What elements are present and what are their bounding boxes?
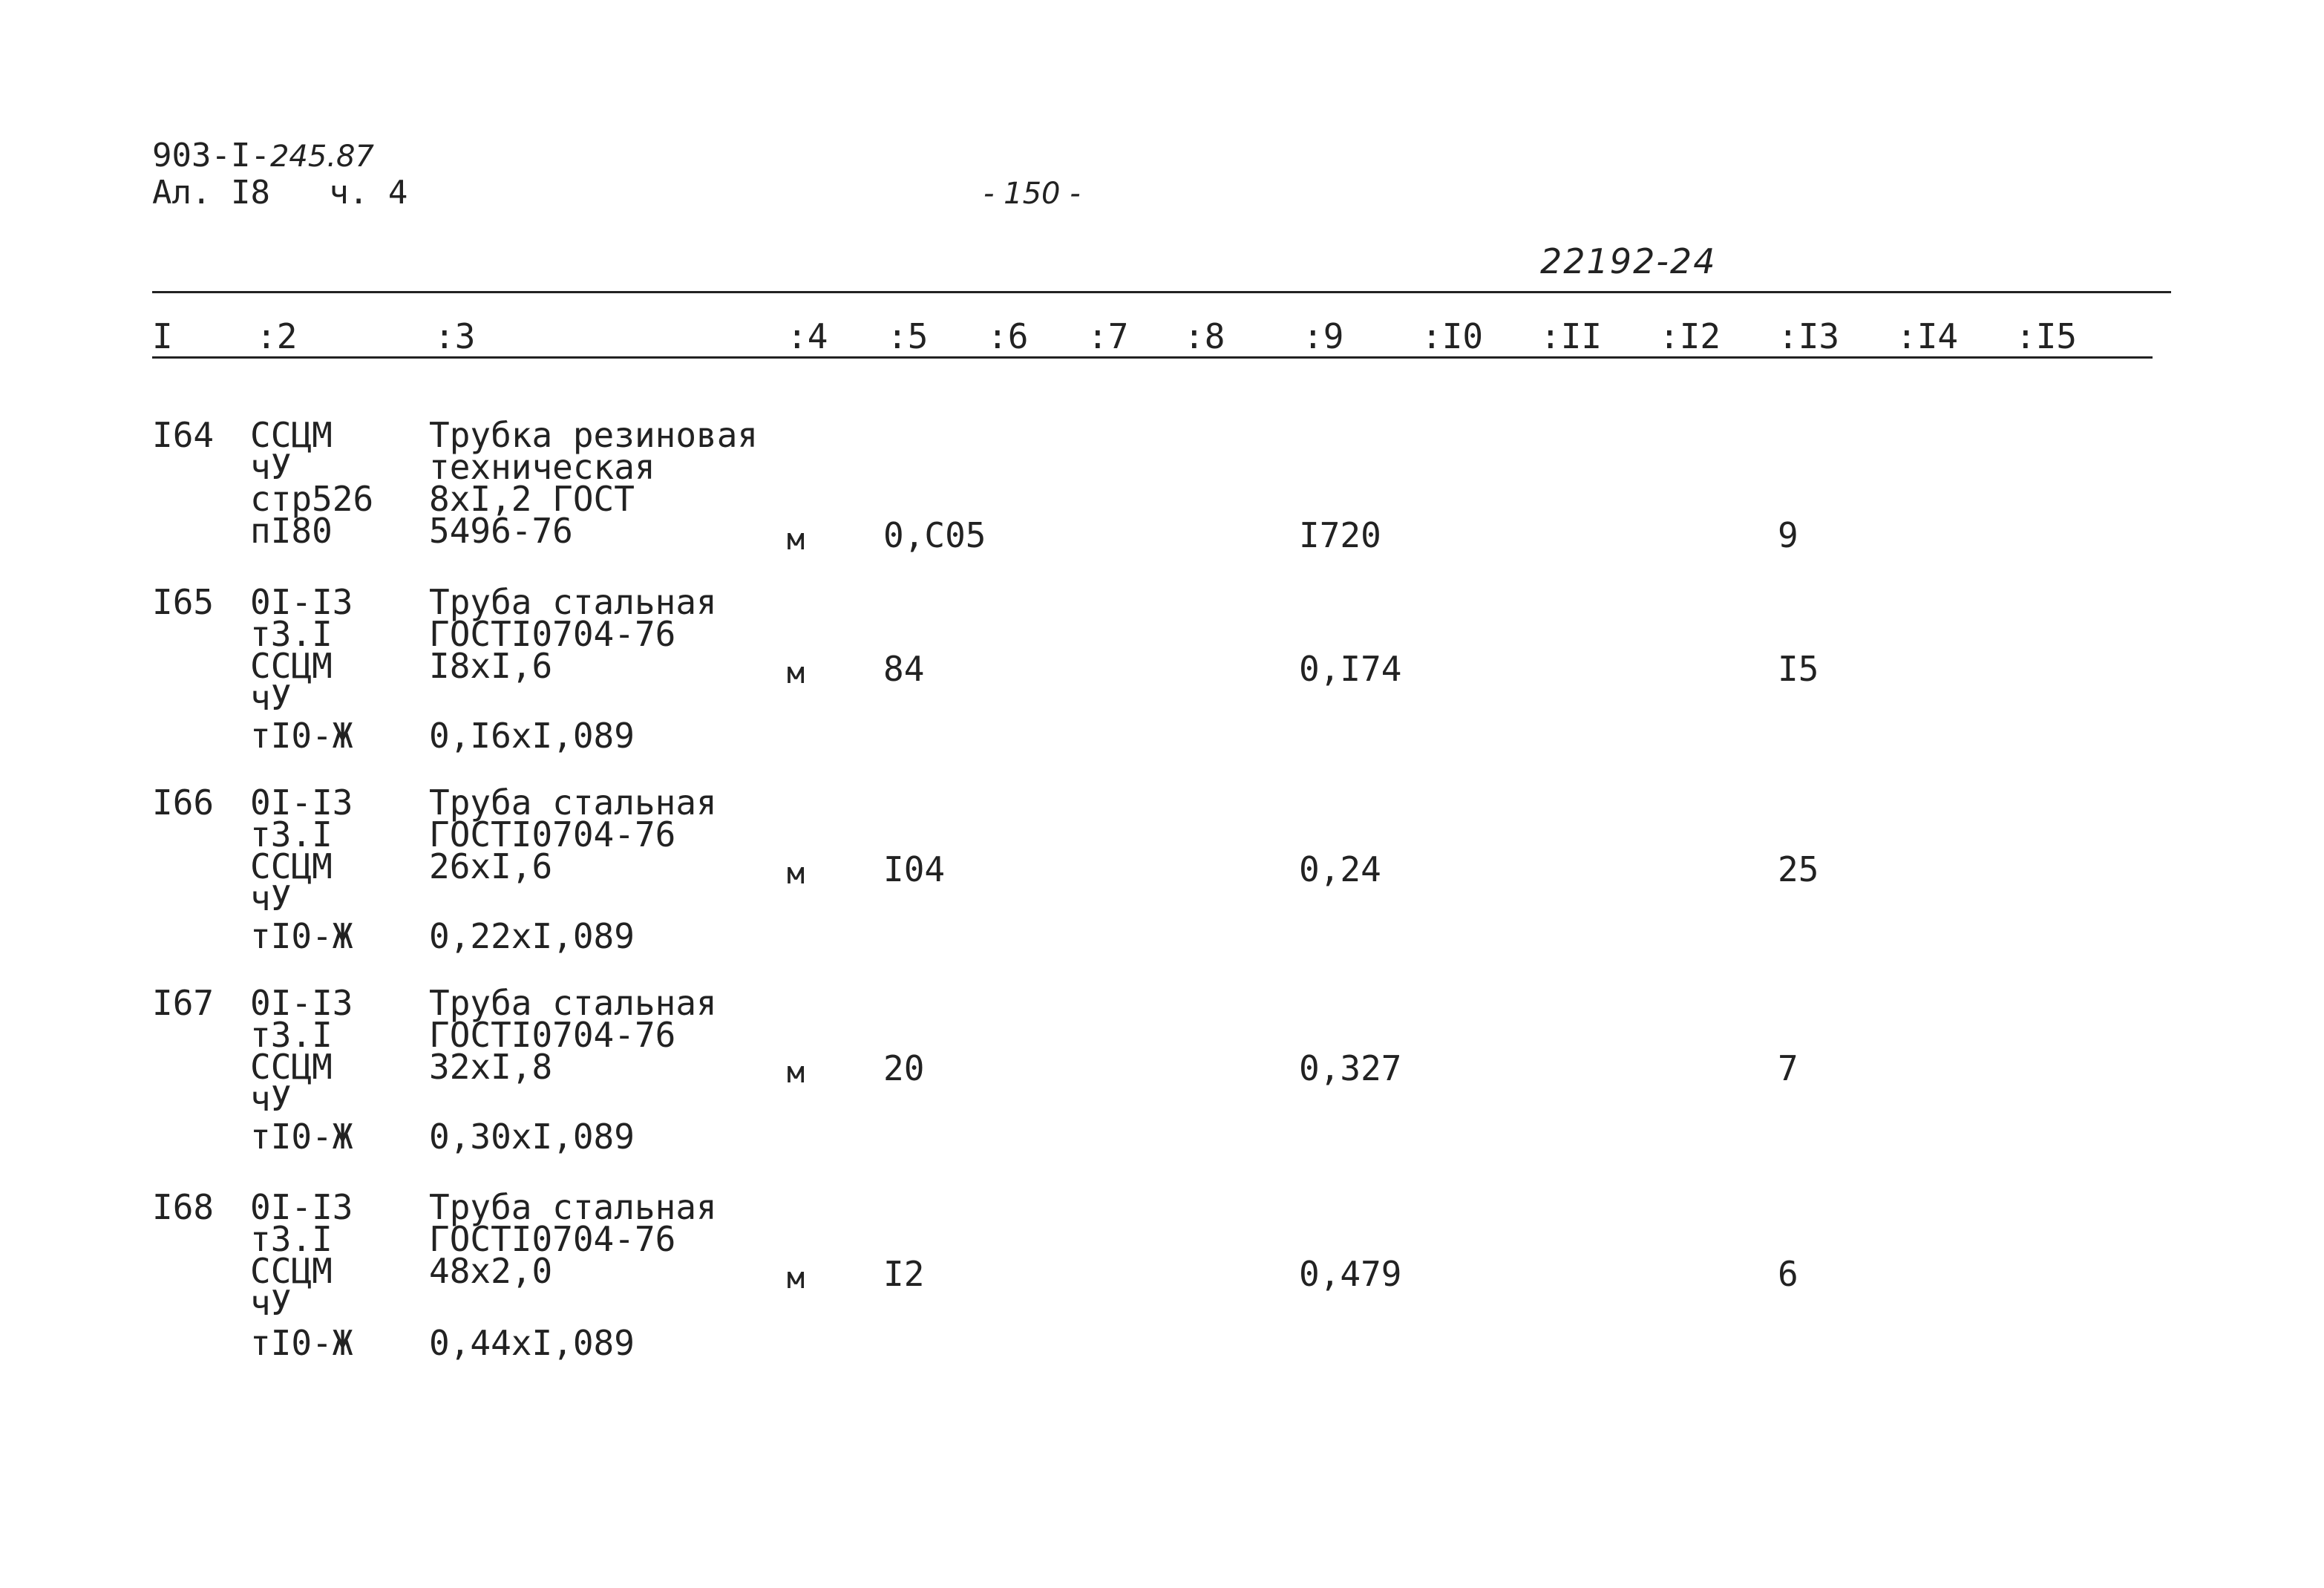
row-col9-value: 0,479	[1299, 1254, 1402, 1294]
column-header: :I2	[1659, 316, 1721, 356]
row-subname: 0,30хI,089	[429, 1117, 635, 1157]
row-code-line: т3.I	[250, 1219, 333, 1259]
row-col5-value: 20	[883, 1048, 925, 1088]
document-code-prefix: 903-I-	[152, 137, 270, 174]
row-name-line: ГОСТI0704-76	[429, 814, 676, 855]
row-code-line: 0I-I3	[250, 983, 353, 1023]
row-unit: м	[787, 1056, 805, 1090]
column-header: :I4	[1896, 316, 1959, 356]
row-code-line: чУ	[250, 1283, 292, 1323]
row-col9-value: I720	[1299, 515, 1381, 555]
album-line: Ал. I8 ч. 4	[152, 174, 408, 212]
row-code-line: ССЦМ	[250, 646, 333, 686]
row-col13-value: I5	[1778, 649, 1819, 689]
row-code-line: 0I-I3	[250, 782, 353, 823]
row-name-line: I8хI,6	[429, 646, 553, 686]
page-number: - 150 -	[983, 177, 1081, 211]
row-subcode: тI0-Ж	[250, 916, 353, 956]
row-col5-value: I2	[883, 1254, 925, 1294]
row-col13-value: 25	[1778, 849, 1819, 889]
stamp-number: 22192-24	[1540, 241, 1717, 281]
row-code-line: ССЦМ	[250, 415, 333, 455]
row-name-line: ГОСТI0704-76	[429, 1015, 676, 1055]
row-subcode: тI0-Ж	[250, 1117, 353, 1157]
row-col9-value: 0,327	[1299, 1048, 1402, 1088]
row-code-line: ССЦМ	[250, 846, 333, 886]
column-header: :5	[887, 316, 929, 356]
row-name-line: 26хI,6	[429, 846, 553, 886]
row-name-line: Труба стальная	[429, 782, 717, 823]
document-code	[152, 137, 374, 174]
row-col9-value: 0,24	[1299, 849, 1381, 889]
row-unit: м	[787, 523, 805, 557]
row-subcode: тI0-Ж	[250, 716, 353, 756]
row-code-line: пI80	[250, 511, 333, 551]
column-header: :6	[987, 316, 1029, 356]
column-header: :I3	[1778, 316, 1840, 356]
row-name-line: 8хI,2 ГОСТ	[429, 479, 635, 519]
row-col9-value: 0,I74	[1299, 649, 1402, 689]
row-code-line: ССЦМ	[250, 1047, 333, 1087]
column-header: :9	[1303, 316, 1344, 356]
row-name-line: 48х2,0	[429, 1251, 553, 1291]
row-code-line: ССЦМ	[250, 1251, 333, 1291]
row-subname: 0,I6хI,089	[429, 716, 635, 756]
column-header: :II	[1540, 316, 1603, 356]
row-code-line: т3.I	[250, 1015, 333, 1055]
row-code-line: чУ	[250, 447, 292, 487]
row-code-line: чУ	[250, 678, 292, 718]
row-name-line: 32хI,8	[429, 1047, 553, 1087]
column-header: :I0	[1421, 316, 1484, 356]
column-header: :7	[1087, 316, 1129, 356]
row-number: I65	[152, 582, 215, 622]
header-rule	[152, 356, 2153, 359]
row-code-line: т3.I	[250, 814, 333, 855]
column-header: I	[152, 316, 173, 356]
top-rule	[152, 291, 2171, 293]
row-number: I68	[152, 1187, 215, 1227]
row-col13-value: 6	[1778, 1254, 1798, 1294]
row-unit: м	[787, 857, 805, 891]
row-code-line: чУ	[250, 1079, 292, 1119]
column-header: :4	[787, 316, 828, 356]
row-name-line: 5496-76	[429, 511, 573, 551]
column-header: :3	[434, 316, 476, 356]
row-subname: 0,44хI,089	[429, 1323, 635, 1363]
row-col5-value: 0,С05	[883, 515, 986, 555]
row-code-line: т3.I	[250, 614, 333, 654]
row-name-line: техническая	[429, 447, 655, 487]
row-name-line: Труба стальная	[429, 983, 717, 1023]
row-code-line: стр526	[250, 479, 374, 519]
row-name-line: Труба стальная	[429, 1187, 717, 1227]
row-subcode: тI0-Ж	[250, 1323, 353, 1363]
row-name-line: ГОСТI0704-76	[429, 1219, 676, 1259]
column-header: :8	[1184, 316, 1225, 356]
row-col5-value: 84	[883, 649, 925, 689]
row-col5-value: I04	[883, 849, 946, 889]
row-col13-value: 9	[1778, 515, 1798, 555]
row-number: I66	[152, 782, 215, 823]
row-code-line: 0I-I3	[250, 1187, 353, 1227]
row-name-line: Трубка резиновая	[429, 415, 759, 455]
row-number: I64	[152, 415, 215, 455]
column-header: :I5	[2015, 316, 2078, 356]
column-header: :2	[256, 316, 298, 356]
row-code-line: чУ	[250, 878, 292, 918]
row-number: I67	[152, 983, 215, 1023]
row-code-line: 0I-I3	[250, 582, 353, 622]
row-unit: м	[787, 656, 805, 690]
row-col13-value: 7	[1778, 1048, 1798, 1088]
row-subname: 0,22хI,089	[429, 916, 635, 956]
row-name-line: ГОСТI0704-76	[429, 614, 676, 654]
row-name-line: Труба стальная	[429, 582, 717, 622]
document-code-handwritten: 245.87	[269, 140, 374, 174]
row-unit: м	[787, 1261, 805, 1295]
